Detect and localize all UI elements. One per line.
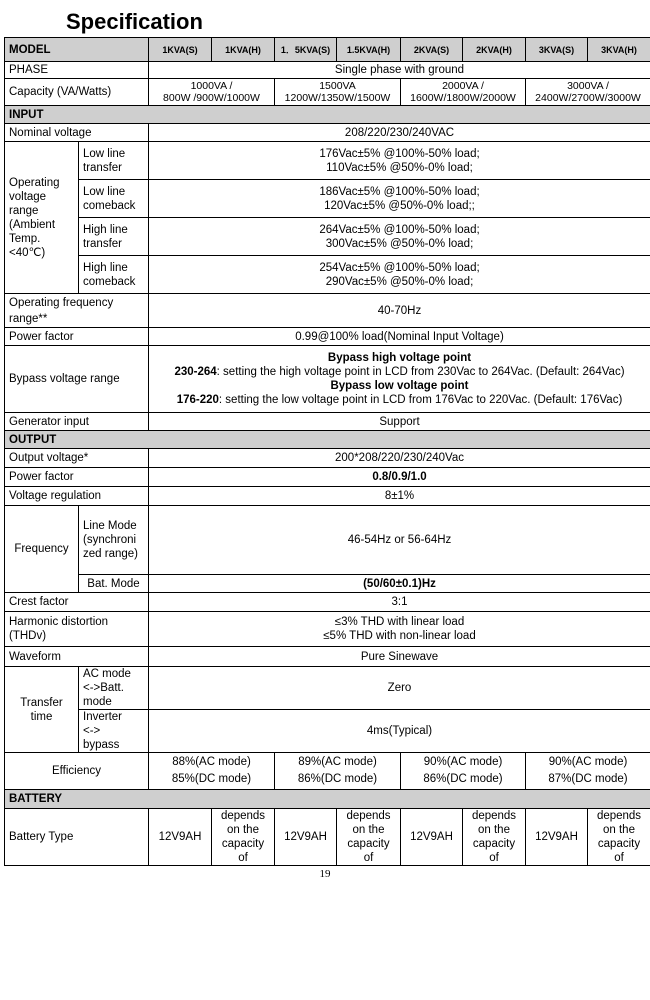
frequency-range-row bbox=[5, 294, 650, 328]
battery-depends: depends on the capacity of bbox=[337, 809, 401, 866]
inverter-value: 4ms(Typical) bbox=[149, 710, 650, 753]
model-row bbox=[5, 38, 650, 62]
battery-value: 12V9AH bbox=[526, 809, 588, 866]
battery-type-label: Battery Type bbox=[5, 809, 149, 866]
bypass-high-title: Bypass high voltage point bbox=[327, 352, 472, 364]
efficiency-label: Efficiency bbox=[5, 753, 149, 790]
generator-row bbox=[5, 413, 650, 431]
efficiency-value: 89%(AC mode) 86%(DC mode) bbox=[275, 753, 401, 790]
capacity-label: Capacity (VA/Watts) bbox=[5, 79, 149, 106]
efficiency-value: 90%(AC mode) 87%(DC mode) bbox=[526, 753, 650, 790]
battery-type-row bbox=[5, 809, 650, 866]
specification-table bbox=[4, 37, 650, 866]
efficiency-value: 90%(AC mode) 86%(DC mode) bbox=[401, 753, 526, 790]
nominal-voltage-label: Nominal voltage bbox=[5, 124, 149, 142]
model-col: 2KVA(H) bbox=[463, 38, 526, 62]
input-section-row bbox=[5, 106, 650, 124]
bat-mode-value: (50/60±0.1)Hz bbox=[149, 575, 650, 593]
input-power-factor-label: Power factor bbox=[5, 328, 149, 346]
phase-value: Single phase with ground bbox=[149, 62, 650, 79]
page-title: Specification bbox=[66, 9, 203, 34]
output-power-factor-value: 0.8/0.9/1.0 bbox=[149, 468, 650, 487]
input-power-factor-value: 0.99@100% load(Nominal Input Voltage) bbox=[149, 328, 650, 346]
frequency-label: Frequency bbox=[5, 506, 79, 593]
waveform-value: Pure Sinewave bbox=[149, 647, 650, 667]
input-section-header: INPUT bbox=[5, 106, 650, 124]
output-section-row bbox=[5, 431, 650, 449]
output-voltage-value: 200*208/220/230/240Vac bbox=[149, 449, 650, 468]
high-line-transfer-row bbox=[5, 218, 650, 256]
frequency-bat-row bbox=[5, 575, 650, 593]
capacity-value: 3000VA / 2400W/2700W/3000W bbox=[526, 79, 650, 106]
low-line-comeback-row bbox=[5, 180, 650, 218]
high-line-transfer-value: 264Vac±5% @100%-50% load; 300Vac±5% @50%-0% load; bbox=[149, 218, 650, 256]
battery-depends: depends on the capacity of bbox=[463, 809, 526, 866]
model-col: 1.5KVA(H) bbox=[337, 38, 401, 62]
transfer-time-label: Transfer time bbox=[5, 667, 79, 753]
voltage-regulation-label: Voltage regulation bbox=[5, 487, 149, 506]
output-voltage-row bbox=[5, 449, 650, 468]
phase-label: PHASE bbox=[5, 62, 149, 79]
model-label: MODEL bbox=[5, 38, 149, 62]
capacity-row bbox=[5, 79, 650, 106]
phase-row bbox=[5, 62, 650, 79]
voltage-regulation-row bbox=[5, 487, 650, 506]
high-line-comeback-label: High line comeback bbox=[79, 256, 149, 294]
bypass-low-title: Bypass low voltage point bbox=[330, 380, 469, 392]
operating-voltage-range-label: Operating voltage range (Ambient Temp. <40℃) bbox=[5, 142, 79, 294]
battery-depends: depends on the capacity of bbox=[588, 809, 650, 866]
battery-section-header: BATTERY bbox=[5, 790, 650, 809]
nominal-voltage-value: 208/220/230/240VAC bbox=[149, 124, 650, 142]
crest-factor-label: Crest factor bbox=[5, 593, 149, 612]
high-line-comeback-row bbox=[5, 256, 650, 294]
thd-value: ≤3% THD with linear load ≤5% THD with non-linear load bbox=[149, 612, 650, 647]
output-power-factor-label: Power factor bbox=[5, 468, 149, 487]
bypass-row bbox=[5, 346, 650, 413]
transfer-ac-row bbox=[5, 667, 650, 710]
bypass-value: Bypass high voltage point 230-264: setting the high voltage point in LCD from 230Vac to 264Vac. (Default: 264Vac) Bypass low voltage point 176-220: setting the low voltage point in LCD from 176Vac to 220Vac. (Default: 176Vac) bbox=[149, 346, 650, 413]
frequency-range-value: 40-70Hz bbox=[149, 294, 650, 328]
line-mode-label: Line Mode (synchroni zed range) bbox=[79, 506, 149, 575]
model-col: 1．5KVA(S) bbox=[275, 38, 337, 62]
battery-value: 12V9AH bbox=[401, 809, 463, 866]
model-col: 2KVA(S) bbox=[401, 38, 463, 62]
high-line-transfer-label: High line transfer bbox=[79, 218, 149, 256]
page-number: 19 bbox=[319, 868, 331, 880]
model-col: 1KVA(S) bbox=[149, 38, 212, 62]
low-line-transfer-label: Low line transfer bbox=[79, 142, 149, 180]
efficiency-value: 88%(AC mode) 85%(DC mode) bbox=[149, 753, 275, 790]
capacity-value: 1500VA 1200W/1350W/1500W bbox=[275, 79, 401, 106]
input-power-factor-row bbox=[5, 328, 650, 346]
low-line-transfer-row bbox=[5, 142, 650, 180]
battery-value: 12V9AH bbox=[149, 809, 212, 866]
waveform-label: Waveform bbox=[5, 647, 149, 667]
battery-depends: depends on the capacity of bbox=[212, 809, 275, 866]
thd-row bbox=[5, 612, 650, 647]
nominal-voltage-row bbox=[5, 124, 650, 142]
high-line-comeback-value: 254Vac±5% @100%-50% load; 290Vac±5% @50%-0% load; bbox=[149, 256, 650, 294]
bypass-label: Bypass voltage range bbox=[5, 346, 149, 413]
ac-mode-label: AC mode <->Batt. mode bbox=[79, 667, 149, 710]
output-section-header: OUTPUT bbox=[5, 431, 650, 449]
battery-value: 12V9AH bbox=[275, 809, 337, 866]
model-col: 1KVA(H) bbox=[212, 38, 275, 62]
generator-label: Generator input bbox=[5, 413, 149, 431]
line-mode-value: 46-54Hz or 56-64Hz bbox=[149, 506, 650, 575]
low-line-comeback-value: 186Vac±5% @100%-50% load; 120Vac±5% @50%-0% load;; bbox=[149, 180, 650, 218]
generator-value: Support bbox=[149, 413, 650, 431]
waveform-row bbox=[5, 647, 650, 667]
model-col: 3KVA(S) bbox=[526, 38, 588, 62]
efficiency-row bbox=[5, 753, 650, 790]
frequency-range-label: Operating frequency range** bbox=[5, 294, 149, 328]
capacity-value: 2000VA / 1600W/1800W/2000W bbox=[401, 79, 526, 106]
output-voltage-label: Output voltage* bbox=[5, 449, 149, 468]
transfer-inverter-row bbox=[5, 710, 650, 753]
crest-factor-value: 3:1 bbox=[149, 593, 650, 612]
inverter-label: Inverter <-> bypass bbox=[79, 710, 149, 753]
low-line-transfer-value: 176Vac±5% @100%-50% load; 110Vac±5% @50%-0% load; bbox=[149, 142, 650, 180]
low-line-comeback-label: Low line comeback bbox=[79, 180, 149, 218]
voltage-regulation-value: 8±1% bbox=[149, 487, 650, 506]
crest-factor-row bbox=[5, 593, 650, 612]
bat-mode-label: Bat. Mode bbox=[79, 575, 149, 593]
battery-section-row bbox=[5, 790, 650, 809]
thd-label: Harmonic distortion (THDv) bbox=[5, 612, 149, 647]
capacity-value: 1000VA / 800W /900W/1000W bbox=[149, 79, 275, 106]
model-col: 3KVA(H) bbox=[588, 38, 650, 62]
output-power-factor-row bbox=[5, 468, 650, 487]
frequency-line-row bbox=[5, 506, 650, 575]
ac-mode-value: Zero bbox=[149, 667, 650, 710]
